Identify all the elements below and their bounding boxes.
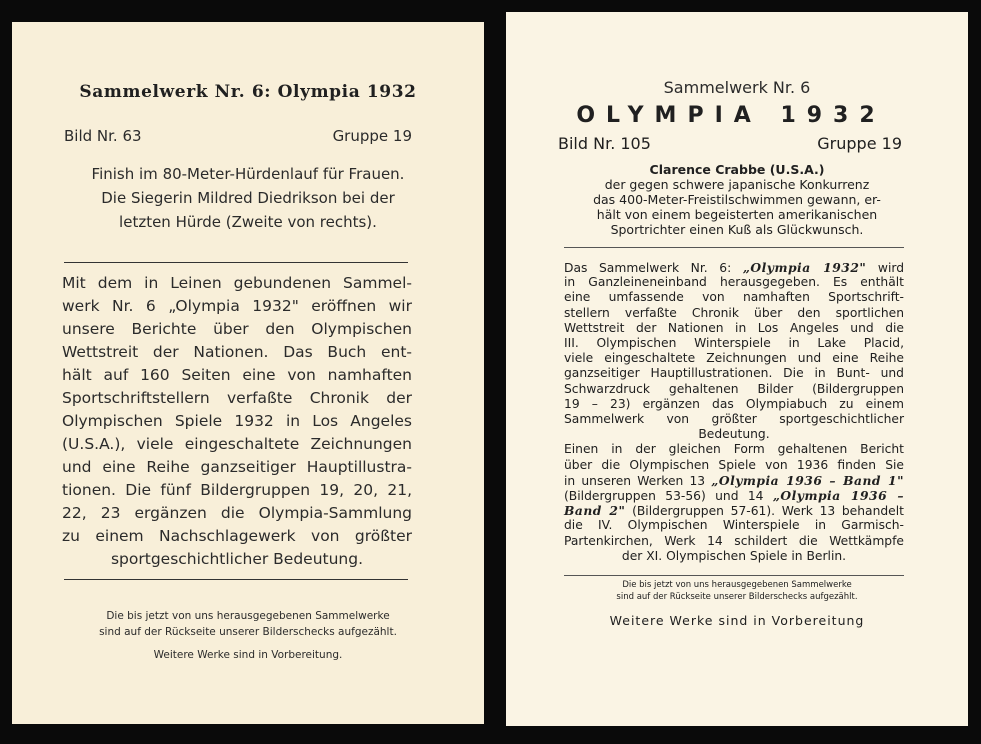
left-caption-line: letzten Hürde (Zweite von rechts). <box>119 213 377 231</box>
right-body-line <box>564 488 904 504</box>
right-weitere-werke: Weitere Werke sind in Vorbereitung <box>609 613 865 628</box>
right-card-bild-number: Bild Nr. 105 <box>558 134 651 153</box>
left-card-title: Sammelwerk Nr. 6: Olympia 1932 <box>79 82 417 102</box>
right-body-line <box>564 549 904 564</box>
right-body-line <box>564 290 904 305</box>
left-footer-line: sind auf der Rückseite unserer Bilderschecks aufgezählt. <box>99 626 397 638</box>
right-body-line <box>564 442 904 457</box>
left-weitere-werke: Weitere Werke sind in Vorbereitung. <box>153 649 343 661</box>
right-caption-line: hält von einem begeisterten amerikanischen <box>596 207 878 222</box>
right-footer-line: Die bis jetzt von uns herausgegebenen Sammelwerke <box>622 580 852 590</box>
right-body-line <box>564 397 904 412</box>
right-body-text: in Ganzleineneinband herausgegeben. Es enthält <box>564 275 904 290</box>
right-body-text: (Bildergruppen 57-61). Werk 13 behandelt <box>625 504 904 519</box>
right-body-line <box>564 321 904 336</box>
right-body-line <box>564 534 904 549</box>
right-body-line <box>564 275 904 290</box>
right-body-text: 19 – 23) ergänzen das Olympiabuch zu einem <box>564 396 904 411</box>
right-divider-top <box>564 247 904 248</box>
right-card-sammelwerk: Sammelwerk Nr. 6 <box>663 78 811 97</box>
right-body-italic-title: „Olympia 1936 – <box>772 488 904 503</box>
right-footer-line: sind auf der Rückseite unserer Bilderschecks aufgezählt. <box>616 592 858 602</box>
right-body-text: Einen in der gleichen Form gehaltenen Bericht <box>564 442 904 457</box>
right-caption-line: der gegen schwere japanische Konkurrenz <box>604 177 870 192</box>
right-body-text: viele eingeschaltete Zeichnungen und eine Reihe <box>564 351 904 366</box>
right-body-line <box>564 336 904 351</box>
right-caption-line: Sportrichter einen Kuß als Glückwunsch. <box>610 222 864 237</box>
left-caption-line: Finish im 80-Meter-Hürdenlauf für Frauen. <box>91 165 405 183</box>
right-body-italic-title: „Olympia 1932" <box>742 260 867 275</box>
right-body-line <box>564 412 904 427</box>
right-body-text: eine umfassende von namhaften Sportschrift- <box>564 290 904 305</box>
right-caption-line: das 400-Meter-Freistilschwimmen gewann, er- <box>593 192 881 207</box>
left-caption-line: Die Siegerin Mildred Diedrikson bei der <box>101 189 395 207</box>
right-body-line <box>564 427 904 442</box>
right-body-line <box>564 366 904 381</box>
right-body-text: die IV. Olympischen Winterspiele in Garmisch- <box>564 518 904 533</box>
left-divider-top <box>64 262 408 263</box>
right-body-text: Das Sammelwerk Nr. 6: <box>564 261 743 275</box>
right-body-line <box>564 351 904 366</box>
left-body-line: 22, 23 ergänzen die Olympia-Sammlung <box>62 504 412 522</box>
left-card-gruppe: Gruppe 19 <box>332 127 412 145</box>
left-card <box>12 22 484 724</box>
left-body-line: (U.S.A.), viele eingeschaltete Zeichnungen <box>62 435 412 453</box>
right-body-text: Partenkirchen, Werk 14 schildert die Wettkämpfe <box>564 533 904 548</box>
right-body-italic-title: „Olympia 1936 – Band 1" <box>711 472 904 488</box>
left-body-line: Wettstreit der Nationen. Das Buch ent- <box>62 343 412 361</box>
right-body-text: in unseren Werken 13 <box>564 473 712 488</box>
right-body-text: stellern verfaßte Chronik über den sportlichen <box>564 305 904 320</box>
right-body-text: der XI. Olympischen Spiele in Berlin. <box>621 548 847 563</box>
right-body-line <box>564 260 904 276</box>
left-body-line: Olympischen Spiele 1932 in Los Angeles <box>62 412 412 430</box>
left-divider-bottom <box>64 579 408 580</box>
right-body-line <box>564 473 904 489</box>
left-body-line: hält auf 160 Seiten eine von namhaften <box>62 366 412 384</box>
right-body-text: ganzseitiger Hauptillustrationen. Die in Bunt- und <box>564 366 904 381</box>
right-caption-name: Clarence Crabbe (U.S.A.) <box>649 162 825 177</box>
right-body-line <box>564 458 904 473</box>
left-footer-line: Die bis jetzt von uns herausgegebenen Sammelwerke <box>106 610 390 622</box>
right-card <box>506 12 968 726</box>
left-body-line: unsere Berichte über den Olympischen <box>62 320 412 338</box>
left-body-line: und eine Reihe ganzseitiger Hauptillustra- <box>62 458 412 476</box>
right-body-line <box>564 382 904 397</box>
right-body-text: über die Olympischen Spiele von 1936 finden Sie <box>564 457 904 472</box>
left-body-line: zu einem Nachschlagewerk von größter <box>62 527 412 545</box>
right-body-text: III. Olympischen Winterspiele in Lake Placid, <box>564 336 904 350</box>
right-card-olympia-title: OLYMPIA 1932 <box>576 103 886 128</box>
right-body-text: Sammelwerk von größter sportgeschichtlicher <box>564 412 904 426</box>
right-divider-bottom <box>564 575 904 576</box>
right-body-text: Wettstreit der Nationen in Los Angeles und die <box>564 320 904 335</box>
right-body-line <box>564 503 904 519</box>
left-body-line: sportgeschichtlicher Bedeutung. <box>110 550 364 568</box>
right-card-gruppe: Gruppe 19 <box>817 134 902 153</box>
right-body-text: Schwarzdruck gehaltenen Bilder (Bildergruppen <box>564 381 904 396</box>
right-body-text: (Bildergruppen 53-56) und 14 <box>564 489 773 503</box>
left-body-line: tionen. Die fünf Bildergruppen 19, 20, 21, <box>62 481 412 499</box>
right-body-italic-title: Band 2" <box>564 503 626 519</box>
right-body-text: Bedeutung. <box>698 427 770 442</box>
left-body-line: Mit dem in Leinen gebundenen Sammel- <box>62 274 412 292</box>
right-body-line <box>564 306 904 321</box>
right-body-text: wird <box>866 261 905 275</box>
left-body-line: werk Nr. 6 „Olympia 1932" eröffnen wir <box>62 297 412 315</box>
right-body-line <box>564 518 904 533</box>
left-body-line: Sportschriftstellern verfaßte Chronik der <box>62 389 412 407</box>
left-card-bild-number: Bild Nr. 63 <box>64 127 142 145</box>
